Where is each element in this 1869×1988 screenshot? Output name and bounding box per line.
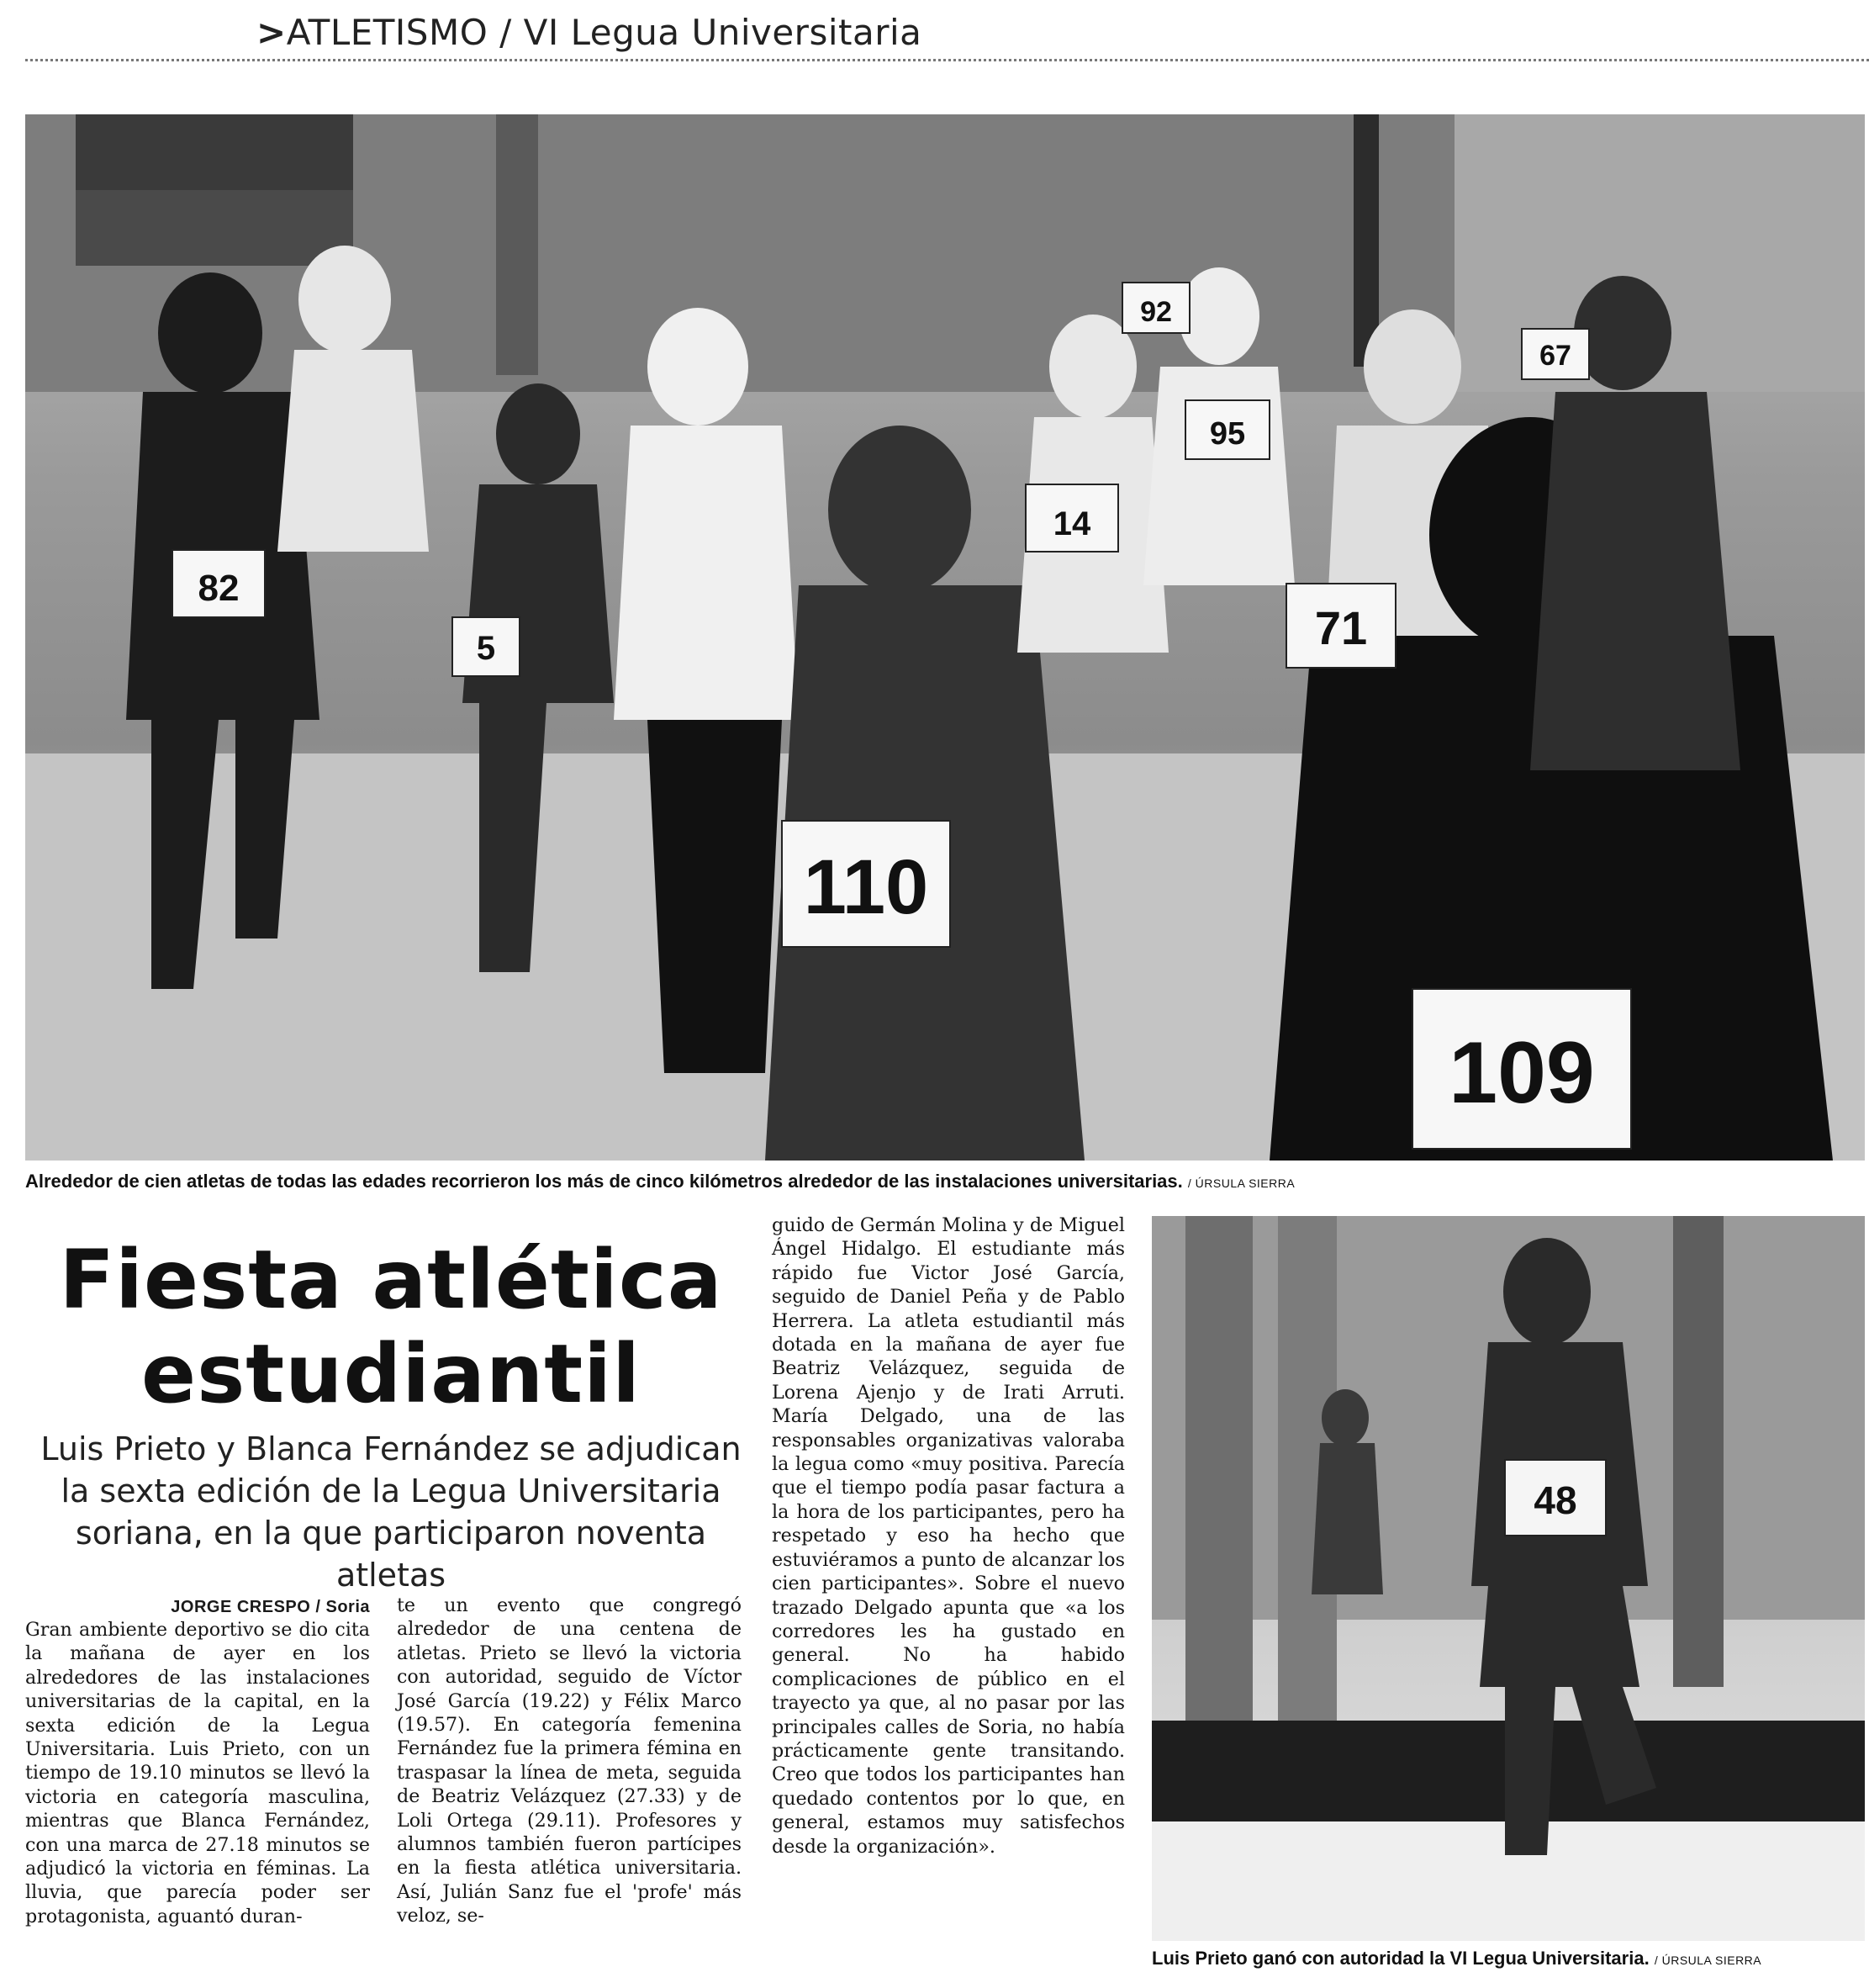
bib-number: 82 bbox=[198, 568, 240, 609]
winner-photo-credit: / ÚRSULA SIERRA bbox=[1654, 1954, 1762, 1967]
column-3-text: guido de Germán Molina y de Miguel Ángel Hidalgo. El estudiante más rápido fue Victor José García, seguido de Daniel Peña y de Pablo Herrera. La atleta estudiantil más dotada en la mañana de ayer fue Beatriz Velázquez, seguida de Lorena Ajenjo y de Irati Arruti. María Delgado, una de las responsables organizativas valoraba la legua como «muy positiva. Parecía que el tiempo podía pasar factura a la hora de los participantes, pero ha respetado y eso ha hecho que estuviéramos a punto de alcanzar los cien participantes». Sobre el nuevo trazado Delgado apunta que «a los corredores les ha gustado en general. No ha habido complicaciones de público en el trayecto ya que, al no pasar por las principales calles de Soria, no había prácticamente gente transitando. Creo que todos los participantes han quedado contentos por lo que, en general, estamos muy satisfechos desde la organización». bbox=[772, 1214, 1125, 1858]
bib-number: 14 bbox=[1053, 505, 1091, 542]
main-photo-credit: / ÚRSULA SIERRA bbox=[1187, 1176, 1296, 1190]
winner-photo-illustration bbox=[1152, 1216, 1865, 1941]
article-column-2 bbox=[397, 1594, 742, 1928]
bib-number: 92 bbox=[1140, 296, 1172, 328]
bib-number: 71 bbox=[1314, 601, 1368, 654]
article-subheadline: Luis Prieto y Blanca Fernández se adjudican la sexta edición de la Legua Universitaria soriana, en la que participaron noventa atletas bbox=[40, 1430, 742, 1594]
main-photo-caption bbox=[25, 1171, 1295, 1192]
column-2-text: te un evento que congregó alrededor de una centena de atletas. Prieto se llevó la victoria con autoridad, seguido de Víctor José García (19.22) y Félix Marco (19.57). En categoría femenina Fernández fue la primera fémina en traspasar la línea de meta, seguida de Beatriz Velázquez (27.33) y de Loli Ortega (29.11). Profesores y alumnos también fueron partícipes en la fiesta atlética universitaria. Así, Julián Sanz fue el 'profe' más veloz, se- bbox=[397, 1594, 742, 1927]
bib-number: 5 bbox=[476, 630, 496, 667]
bib-number: 110 bbox=[803, 844, 929, 930]
main-race-photo bbox=[25, 114, 1865, 1161]
article-column-3 bbox=[772, 1213, 1125, 1858]
winner-bib-number: 48 bbox=[1534, 1478, 1577, 1522]
headline-line-1: Fiesta atlética bbox=[59, 1233, 723, 1327]
column-1-text: Gran ambiente deportivo se dio cita la mañana de ayer en los alrededores de las instalaciones universitarias de la capital, en la sexta edición de la Legua Universitaria. Luis Prieto, con un tiempo de 19.10 minutos se llevó la victoria en categoría masculina, mientras que Blanca Fernández, con una marca de 27.18 minutos se adjudicó la victoria en féminas. La lluvia, que parecía poder ser protagonista, aguantó duran- bbox=[25, 1619, 370, 1927]
winner-caption-text: Luis Prieto ganó con autoridad la VI Legua Universitaria. bbox=[1152, 1948, 1650, 1969]
section-header bbox=[256, 12, 921, 53]
bib-number: 109 bbox=[1449, 1024, 1595, 1122]
main-photo-illustration bbox=[25, 114, 1865, 1161]
winner-photo bbox=[1152, 1216, 1865, 1941]
header-divider bbox=[25, 59, 1869, 61]
section-title: ATLETISMO / VI Legua Universitaria bbox=[286, 12, 922, 53]
section-marker: > bbox=[256, 12, 287, 53]
bib-number: 95 bbox=[1209, 416, 1246, 452]
winner-photo-caption bbox=[1152, 1948, 1761, 1969]
article-headline bbox=[25, 1233, 757, 1421]
main-caption-text: Alrededor de cien atletas de todas las edades recorrieron los más de cinco kilómetros alrededor de las instalaciones universitarias. bbox=[25, 1171, 1183, 1192]
article-byline: JORGE CRESPO / Soria bbox=[171, 1598, 370, 1616]
bib-number: 67 bbox=[1539, 340, 1571, 372]
headline-line-2: estudiantil bbox=[141, 1327, 641, 1421]
article-column-1 bbox=[25, 1618, 370, 1928]
